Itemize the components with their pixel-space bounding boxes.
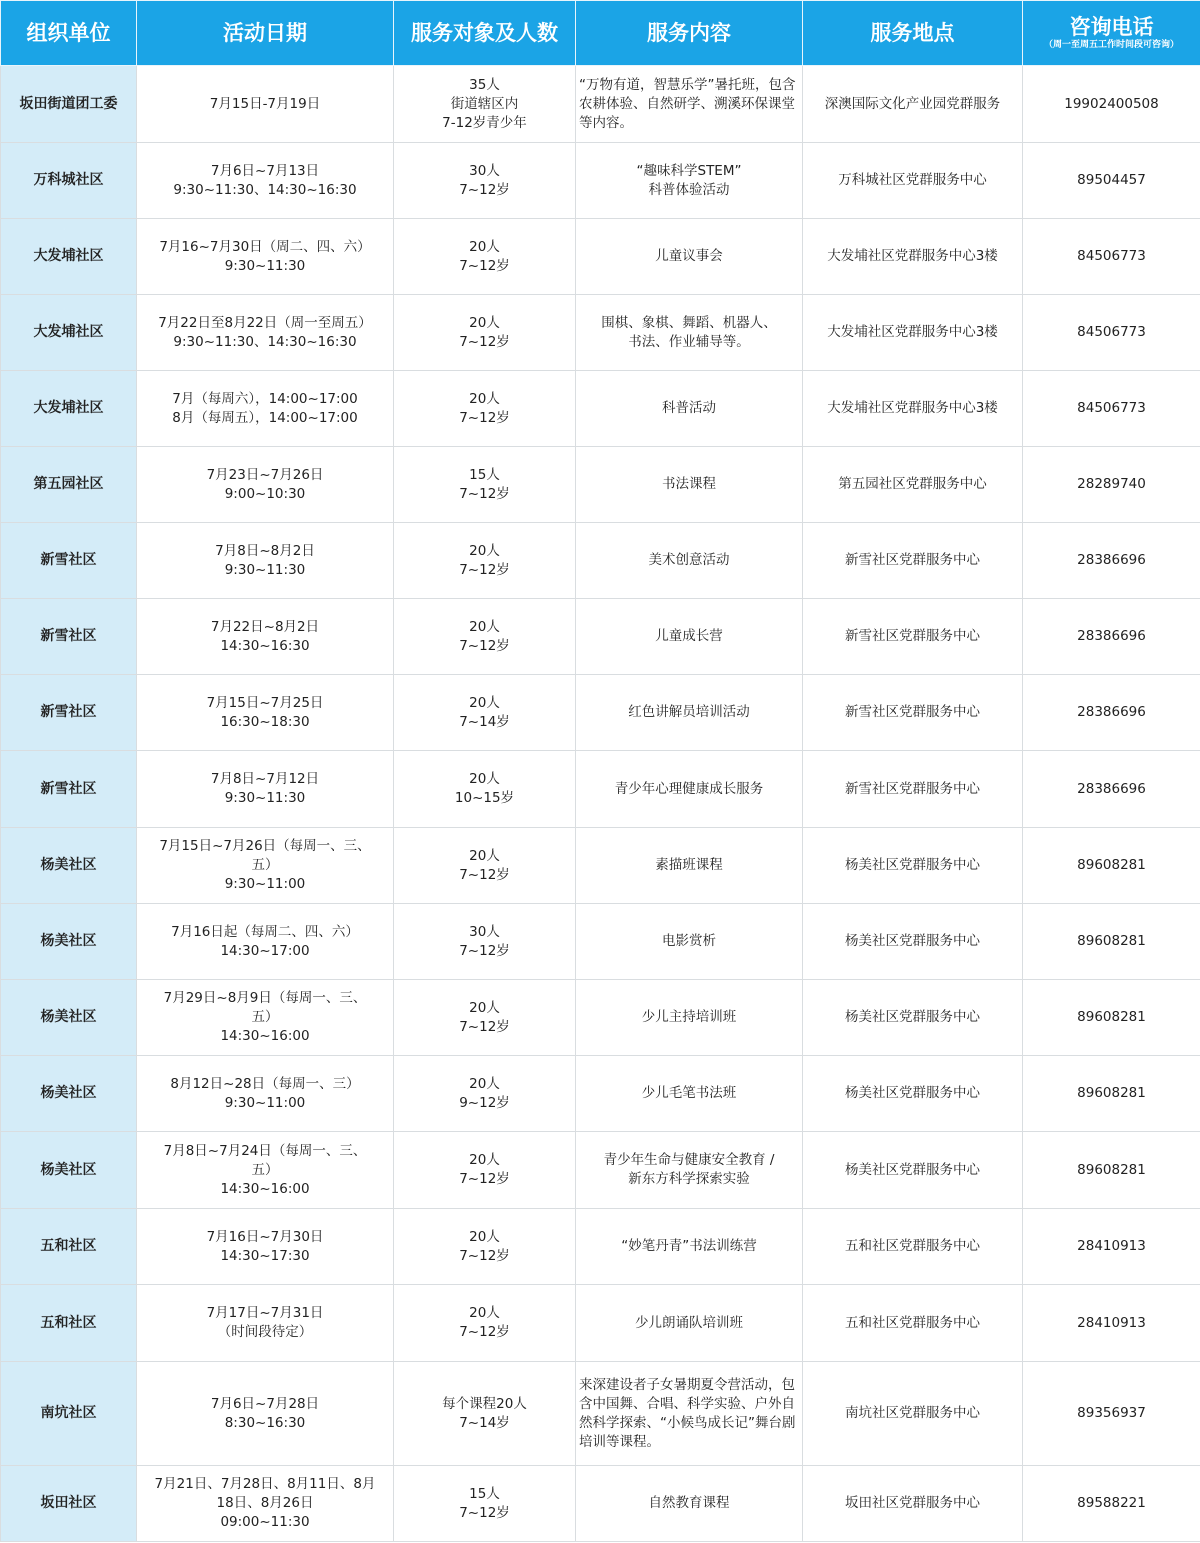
- cell-content: 儿童成长营: [576, 599, 803, 675]
- header-date-label: 活动日期: [223, 20, 307, 45]
- cell-content: “妙笔丹青”书法训练营: [576, 1209, 803, 1285]
- cell-phone: 89356937: [1023, 1362, 1200, 1466]
- cell-date: 7月（每周六），14:00~17:00 8月（每周五），14:00~17:00: [137, 371, 394, 447]
- cell-content: 儿童议事会: [576, 219, 803, 295]
- table-row: [1, 447, 1200, 523]
- cell-target: 20人 7~12岁: [394, 828, 576, 904]
- cell-content: “趣味科学STEM” 科普体验活动: [576, 143, 803, 219]
- cell-location: 新雪社区党群服务中心: [803, 751, 1023, 828]
- header-location-label: 服务地点: [870, 20, 955, 45]
- cell-date: 7月21日、7月28日、8月11日、8月 18日、8月26日 09:00~11:30: [137, 1466, 394, 1542]
- cell-target: 20人 7~12岁: [394, 599, 576, 675]
- cell-location: 第五园社区党群服务中心: [803, 447, 1023, 523]
- cell-phone: 84506773: [1023, 219, 1200, 295]
- cell-phone: 89608281: [1023, 904, 1200, 980]
- table-row: [1, 1362, 1200, 1466]
- cell-org: 坂田街道团工委: [1, 66, 137, 143]
- cell-org: 杨美社区: [1, 1132, 137, 1209]
- table-row: [1, 523, 1200, 599]
- cell-content: 电影赏析: [576, 904, 803, 980]
- table-row: [1, 599, 1200, 675]
- table-row: [1, 371, 1200, 447]
- table-row: [1, 295, 1200, 371]
- cell-target: 20人 7~12岁: [394, 219, 576, 295]
- cell-date: 7月29日~8月9日（每周一、三、 五） 14:30~16:00: [137, 980, 394, 1056]
- cell-target: 35人 街道辖区内 7-12岁青少年: [394, 66, 576, 143]
- cell-date: 7月17日~7月31日 （时间段待定）: [137, 1285, 394, 1362]
- cell-org: 杨美社区: [1, 904, 137, 980]
- cell-location: 五和社区党群服务中心: [803, 1285, 1023, 1362]
- cell-date: 7月6日~7月13日 9:30~11:30、14:30~16:30: [137, 143, 394, 219]
- cell-content: 书法课程: [576, 447, 803, 523]
- table-row: [1, 1056, 1200, 1132]
- cell-date: 7月6日~7月28日 8:30~16:30: [137, 1362, 394, 1466]
- cell-phone: 89608281: [1023, 1132, 1200, 1209]
- cell-phone: 28410913: [1023, 1285, 1200, 1362]
- table-row: [1, 219, 1200, 295]
- cell-content: 素描班课程: [576, 828, 803, 904]
- cell-phone: 28410913: [1023, 1209, 1200, 1285]
- table-row: [1, 1132, 1200, 1209]
- cell-date: 7月8日~7月12日 9:30~11:30: [137, 751, 394, 828]
- table-row: [1, 828, 1200, 904]
- cell-content: 青少年心理健康成长服务: [576, 751, 803, 828]
- cell-location: 万科城社区党群服务中心: [803, 143, 1023, 219]
- cell-target: 20人 7~14岁: [394, 675, 576, 751]
- cell-date: 7月22日至8月22日（周一至周五） 9:30~11:30、14:30~16:30: [137, 295, 394, 371]
- header-org-label: 组织单位: [26, 20, 111, 45]
- cell-phone: 89588221: [1023, 1466, 1200, 1542]
- cell-target: 每个课程20人 7~14岁: [394, 1362, 576, 1466]
- cell-location: 杨美社区党群服务中心: [803, 980, 1023, 1056]
- cell-target: 30人 7~12岁: [394, 904, 576, 980]
- cell-location: 杨美社区党群服务中心: [803, 828, 1023, 904]
- cell-target: 20人 9~12岁: [394, 1056, 576, 1132]
- cell-location: 大发埔社区党群服务中心3楼: [803, 219, 1023, 295]
- header-location: [803, 1, 1023, 66]
- header-org: [1, 1, 137, 66]
- cell-location: 新雪社区党群服务中心: [803, 523, 1023, 599]
- cell-date: 7月22日~8月2日 14:30~16:30: [137, 599, 394, 675]
- cell-location: 南坑社区党群服务中心: [803, 1362, 1023, 1466]
- cell-location: 杨美社区党群服务中心: [803, 1056, 1023, 1132]
- cell-date: 7月23日~7月26日 9:00~10:30: [137, 447, 394, 523]
- cell-content: 围棋、象棋、舞蹈、机器人、 书法、作业辅导等。: [576, 295, 803, 371]
- cell-date: 7月8日~8月2日 9:30~11:30: [137, 523, 394, 599]
- header-phone-note: （周一至周五工作时间段可咨询）: [1043, 40, 1179, 50]
- cell-phone: 89608281: [1023, 1056, 1200, 1132]
- cell-org: 杨美社区: [1, 980, 137, 1056]
- cell-location: 杨美社区党群服务中心: [803, 1132, 1023, 1209]
- cell-org: 新雪社区: [1, 523, 137, 599]
- cell-target: 20人 7~12岁: [394, 1132, 576, 1209]
- table-row: [1, 904, 1200, 980]
- cell-date: 8月12日~28日（每周一、三） 9:30~11:00: [137, 1056, 394, 1132]
- table-row: [1, 675, 1200, 751]
- cell-org: 新雪社区: [1, 675, 137, 751]
- cell-target: 15人 7~12岁: [394, 1466, 576, 1542]
- cell-org: 南坑社区: [1, 1362, 137, 1466]
- cell-content: 自然教育课程: [576, 1466, 803, 1542]
- cell-content: 少儿朗诵队培训班: [576, 1285, 803, 1362]
- cell-org: 第五园社区: [1, 447, 137, 523]
- cell-phone: 89608281: [1023, 980, 1200, 1056]
- header-phone-label: 咨询电话: [1069, 14, 1154, 39]
- cell-target: 30人 7~12岁: [394, 143, 576, 219]
- cell-target: 20人 7~12岁: [394, 371, 576, 447]
- cell-location: 坂田社区党群服务中心: [803, 1466, 1023, 1542]
- table-row: [1, 751, 1200, 828]
- cell-org: 坂田社区: [1, 1466, 137, 1542]
- cell-date: 7月8日~7月24日（每周一、三、 五） 14:30~16:00: [137, 1132, 394, 1209]
- cell-date: 7月16日起（每周二、四、六） 14:30~17:00: [137, 904, 394, 980]
- cell-location: 大发埔社区党群服务中心3楼: [803, 295, 1023, 371]
- cell-content: 来深建设者子女暑期夏令营活动，包含中国舞、合唱、科学实验、户外自然科学探索、“小候鸟成长记”舞台剧培训等课程。: [576, 1362, 803, 1466]
- header-target: [394, 1, 576, 66]
- header-phone: [1023, 1, 1200, 66]
- cell-target: 20人 7~12岁: [394, 523, 576, 599]
- cell-content: 科普活动: [576, 371, 803, 447]
- cell-phone: 28386696: [1023, 675, 1200, 751]
- cell-phone: 89608281: [1023, 828, 1200, 904]
- cell-location: 新雪社区党群服务中心: [803, 599, 1023, 675]
- cell-date: 7月15日~7月25日 16:30~18:30: [137, 675, 394, 751]
- cell-phone: 84506773: [1023, 295, 1200, 371]
- cell-phone: 28386696: [1023, 523, 1200, 599]
- cell-date: 7月16日~7月30日 14:30~17:30: [137, 1209, 394, 1285]
- cell-org: 大发埔社区: [1, 219, 137, 295]
- cell-org: 新雪社区: [1, 599, 137, 675]
- cell-date: 7月16~7月30日（周二、四、六） 9:30~11:30: [137, 219, 394, 295]
- cell-org: 杨美社区: [1, 828, 137, 904]
- cell-content: “万物有道，智慧乐学”暑托班，包含农耕体验、自然研学、溯溪环保课堂等内容。: [576, 66, 803, 143]
- cell-location: 新雪社区党群服务中心: [803, 675, 1023, 751]
- cell-phone: 89504457: [1023, 143, 1200, 219]
- cell-target: 20人 7~12岁: [394, 295, 576, 371]
- cell-content: 红色讲解员培训活动: [576, 675, 803, 751]
- cell-org: 杨美社区: [1, 1056, 137, 1132]
- cell-phone: 28386696: [1023, 599, 1200, 675]
- header-content: [576, 1, 803, 66]
- table-row: [1, 1285, 1200, 1362]
- cell-content: 美术创意活动: [576, 523, 803, 599]
- cell-phone: 19902400508: [1023, 66, 1200, 143]
- cell-org: 大发埔社区: [1, 295, 137, 371]
- cell-location: 五和社区党群服务中心: [803, 1209, 1023, 1285]
- cell-target: 15人 7~12岁: [394, 447, 576, 523]
- table-row: [1, 143, 1200, 219]
- cell-date: 7月15日~7月26日（每周一、三、 五） 9:30~11:00: [137, 828, 394, 904]
- cell-location: 大发埔社区党群服务中心3楼: [803, 371, 1023, 447]
- cell-content: 少儿毛笔书法班: [576, 1056, 803, 1132]
- header-target-label: 服务对象及人数: [411, 20, 558, 45]
- header-content-label: 服务内容: [647, 20, 731, 45]
- table-row: [1, 66, 1200, 143]
- cell-target: 20人 7~12岁: [394, 1285, 576, 1362]
- cell-org: 五和社区: [1, 1285, 137, 1362]
- table-row: [1, 1209, 1200, 1285]
- cell-org: 五和社区: [1, 1209, 137, 1285]
- cell-org: 万科城社区: [1, 143, 137, 219]
- cell-location: 深澳国际文化产业园党群服务: [803, 66, 1023, 143]
- header-date: [137, 1, 394, 66]
- cell-org: 大发埔社区: [1, 371, 137, 447]
- cell-org: 新雪社区: [1, 751, 137, 828]
- cell-target: 20人 7~12岁: [394, 1209, 576, 1285]
- table-row: [1, 1466, 1200, 1542]
- cell-phone: 28289740: [1023, 447, 1200, 523]
- cell-location: 杨美社区党群服务中心: [803, 904, 1023, 980]
- cell-content: 少儿主持培训班: [576, 980, 803, 1056]
- cell-phone: 84506773: [1023, 371, 1200, 447]
- cell-date: 7月15日-7月19日: [137, 66, 394, 143]
- cell-target: 20人 10~15岁: [394, 751, 576, 828]
- cell-target: 20人 7~12岁: [394, 980, 576, 1056]
- header-row: [1, 1, 1200, 66]
- table-row: [1, 980, 1200, 1056]
- cell-content: 青少年生命与健康安全教育 / 新东方科学探索实验: [576, 1132, 803, 1209]
- cell-phone: 28386696: [1023, 751, 1200, 828]
